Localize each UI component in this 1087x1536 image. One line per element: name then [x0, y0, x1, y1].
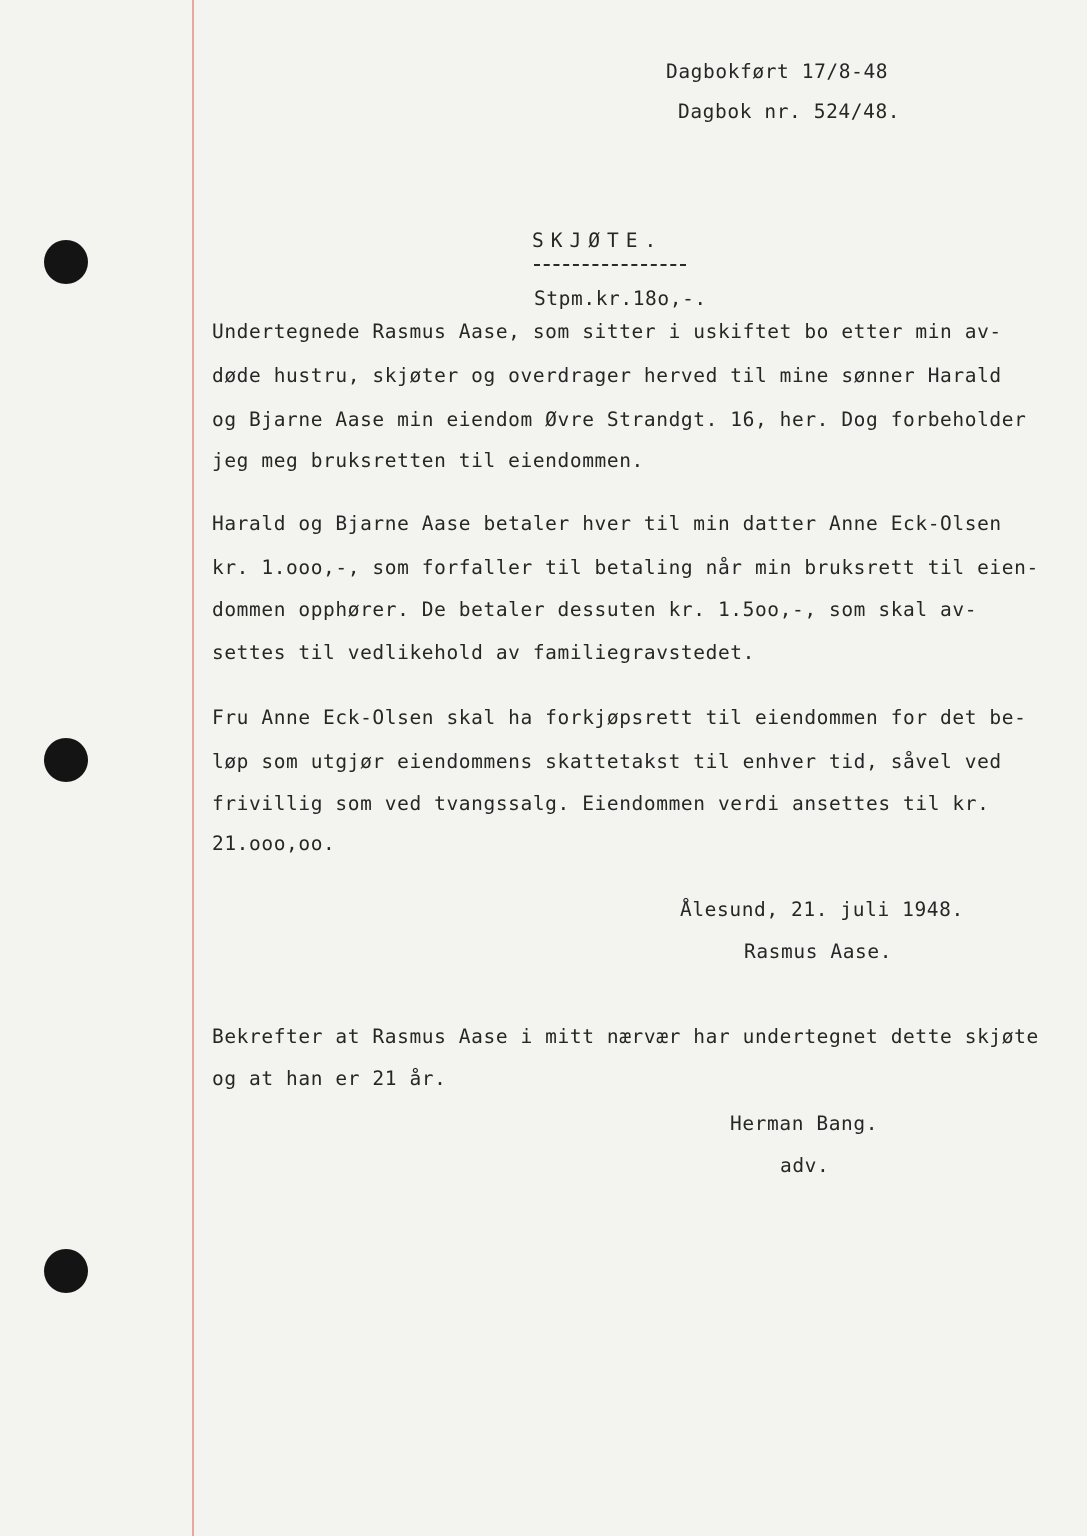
place-and-date: Ålesund, 21. juli 1948.: [680, 898, 964, 921]
witness-title: adv.: [780, 1154, 830, 1177]
confirmation-line: og at han er 21 år.: [212, 1067, 447, 1090]
paragraph-1-line: og Bjarne Aase min eiendom Øvre Strandgt. 16, her. Dog forbeholder: [212, 408, 1027, 431]
paragraph-3-line: Fru Anne Eck-Olsen skal ha forkjøpsrett til eiendommen for det be-: [212, 706, 1027, 729]
paragraph-2-line: settes til vedlikehold av familiegravstedet.: [212, 641, 755, 664]
red-margin-line: [192, 0, 194, 1536]
journal-number: Dagbok nr. 524/48.: [678, 100, 901, 123]
document-title: SKJØTE.: [532, 229, 664, 252]
paragraph-1-line: jeg meg bruksretten til eiendommen.: [212, 449, 644, 472]
paragraph-1-line: Undertegnede Rasmus Aase, som sitter i uskiftet bo etter min av-: [212, 320, 1002, 343]
paragraph-1-line: døde hustru, skjøter og overdrager herved til mine sønner Harald: [212, 364, 1002, 387]
paragraph-3-line: frivillig som ved tvangssalg. Eiendommen verdi ansettes til kr.: [212, 792, 990, 815]
registration-date: Dagbokført 17/8-48: [666, 60, 889, 83]
stamp-duty: Stpm.kr.18o,-.: [534, 287, 707, 310]
paragraph-2-line: dommen opphører. De betaler dessuten kr. 1.5oo,-, som skal av-: [212, 598, 978, 621]
witness-name: Herman Bang.: [730, 1112, 879, 1135]
title-underline: [534, 264, 686, 266]
confirmation-line: Bekrefter at Rasmus Aase i mitt nærvær har undertegnet dette skjøte: [212, 1025, 1039, 1048]
paragraph-3-line: 21.ooo,oo.: [212, 832, 336, 855]
signer-name: Rasmus Aase.: [744, 940, 893, 963]
punch-hole-top: [44, 240, 88, 284]
punch-hole-middle: [44, 738, 88, 782]
punch-hole-bottom: [44, 1249, 88, 1293]
paragraph-2-line: kr. 1.ooo,-, som forfaller til betaling når min bruksrett til eien-: [212, 556, 1039, 579]
paragraph-3-line: løp som utgjør eiendommens skattetakst til enhver tid, såvel ved: [212, 750, 1002, 773]
paragraph-2-line: Harald og Bjarne Aase betaler hver til min datter Anne Eck-Olsen: [212, 512, 1002, 535]
